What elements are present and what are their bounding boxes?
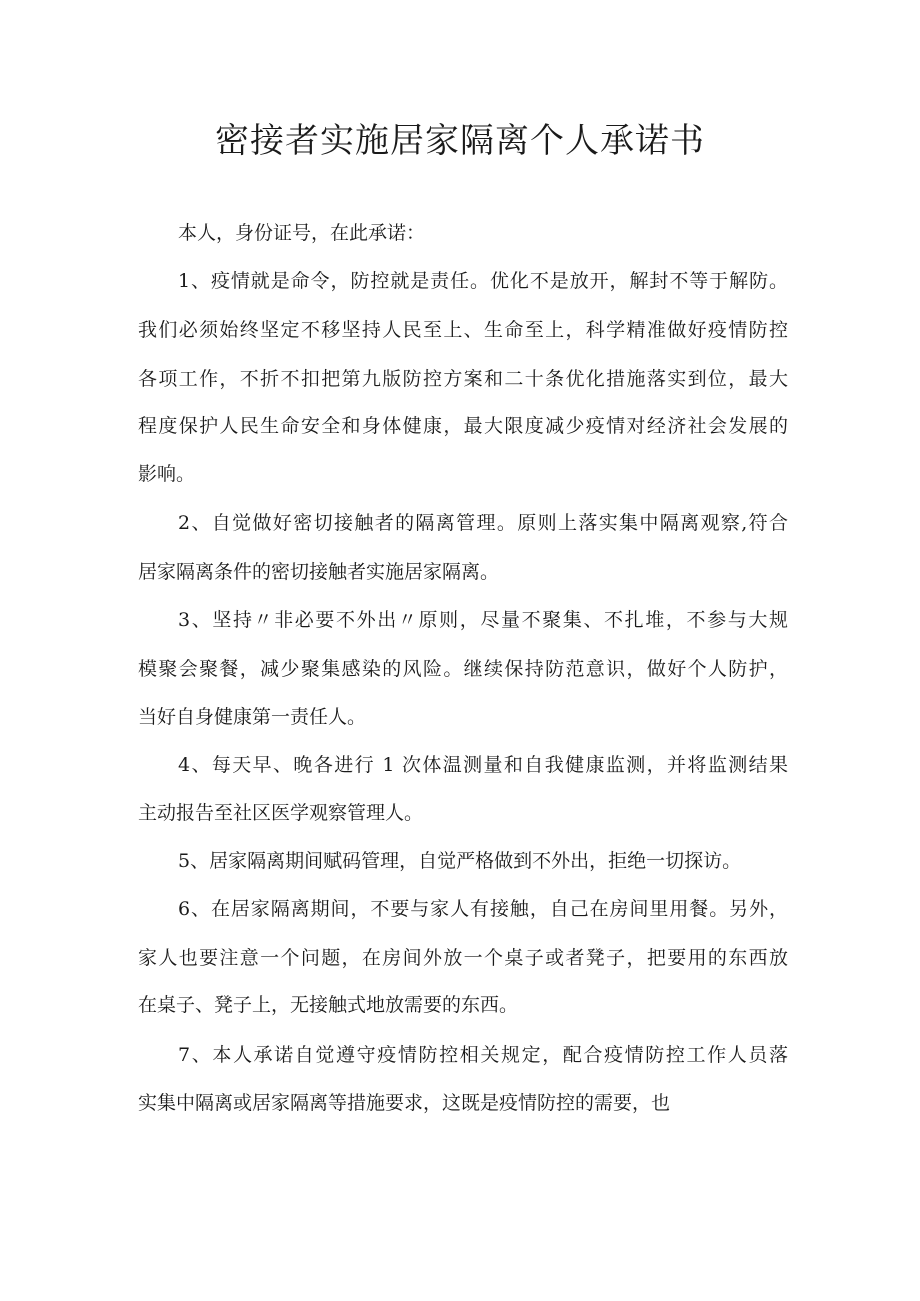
text-line: 4、每天早、晚各进行 1 次体温测量和自我健康监测，并将监测结果 (178, 754, 788, 776)
text-line: 1、疫情就是命令，防控就是责任。优化不是放开，解封不等于解防。 (178, 270, 788, 292)
text-line: 5、居家隔离期间赋码管理，自觉严格做到不外出，拒绝一切探访。 (178, 850, 742, 872)
text-line: 家人也要注意一个问题，在房间外放一个桌子或者凳子，把要用的东西放 (138, 947, 788, 969)
text-line: 3、坚持〃非必要不外出〃原则，尽量不聚集、不扎堆，不参与大规 (178, 609, 788, 631)
document-title: 密接者实施居家隔离个人承诺书 (215, 121, 705, 161)
text-line: 模聚会聚餐，减少聚集感染的风险。继续保持防范意识，做好个人防护， (138, 658, 788, 680)
text-line: 当好自身健康第一责任人。 (138, 706, 367, 728)
text-line: 我们必须始终坚定不移坚持人民至上、生命至上，科学精准做好疫情防控 (138, 319, 788, 341)
text-line: 各项工作，不折不扣把第九版防控方案和二十条优化措施落实到位，最大 (138, 368, 788, 390)
text-line: 6、在居家隔离期间，不要与家人有接触，自己在房间里用餐。另外， (178, 898, 788, 920)
text-line: 2、自觉做好密切接触者的隔离管理。原则上落实集中隔离观察,符合 (178, 512, 788, 534)
text-line: 在桌子、凳子上，无接触式地放需要的东西。 (138, 994, 519, 1016)
text-line: 居家隔离条件的密切接触者实施居家隔离。 (138, 561, 500, 583)
text-line: 影响。 (138, 463, 196, 485)
text-line: 程度保护人民生命安全和身体健康，最大限度减少疫情对经济社会发展的 (138, 415, 788, 437)
intro-line: 本人，身份证号，在此承诺： (178, 222, 426, 244)
text-line: 7、本人承诺自觉遵守疫情防控相关规定，配合疫情防控工作人员落 (178, 1044, 788, 1066)
text-line: 实集中隔离或居家隔离等措施要求，这既是疫情防控的需要，也 (138, 1092, 671, 1114)
text-line: 主动报告至社区医学观察管理人。 (138, 802, 424, 824)
